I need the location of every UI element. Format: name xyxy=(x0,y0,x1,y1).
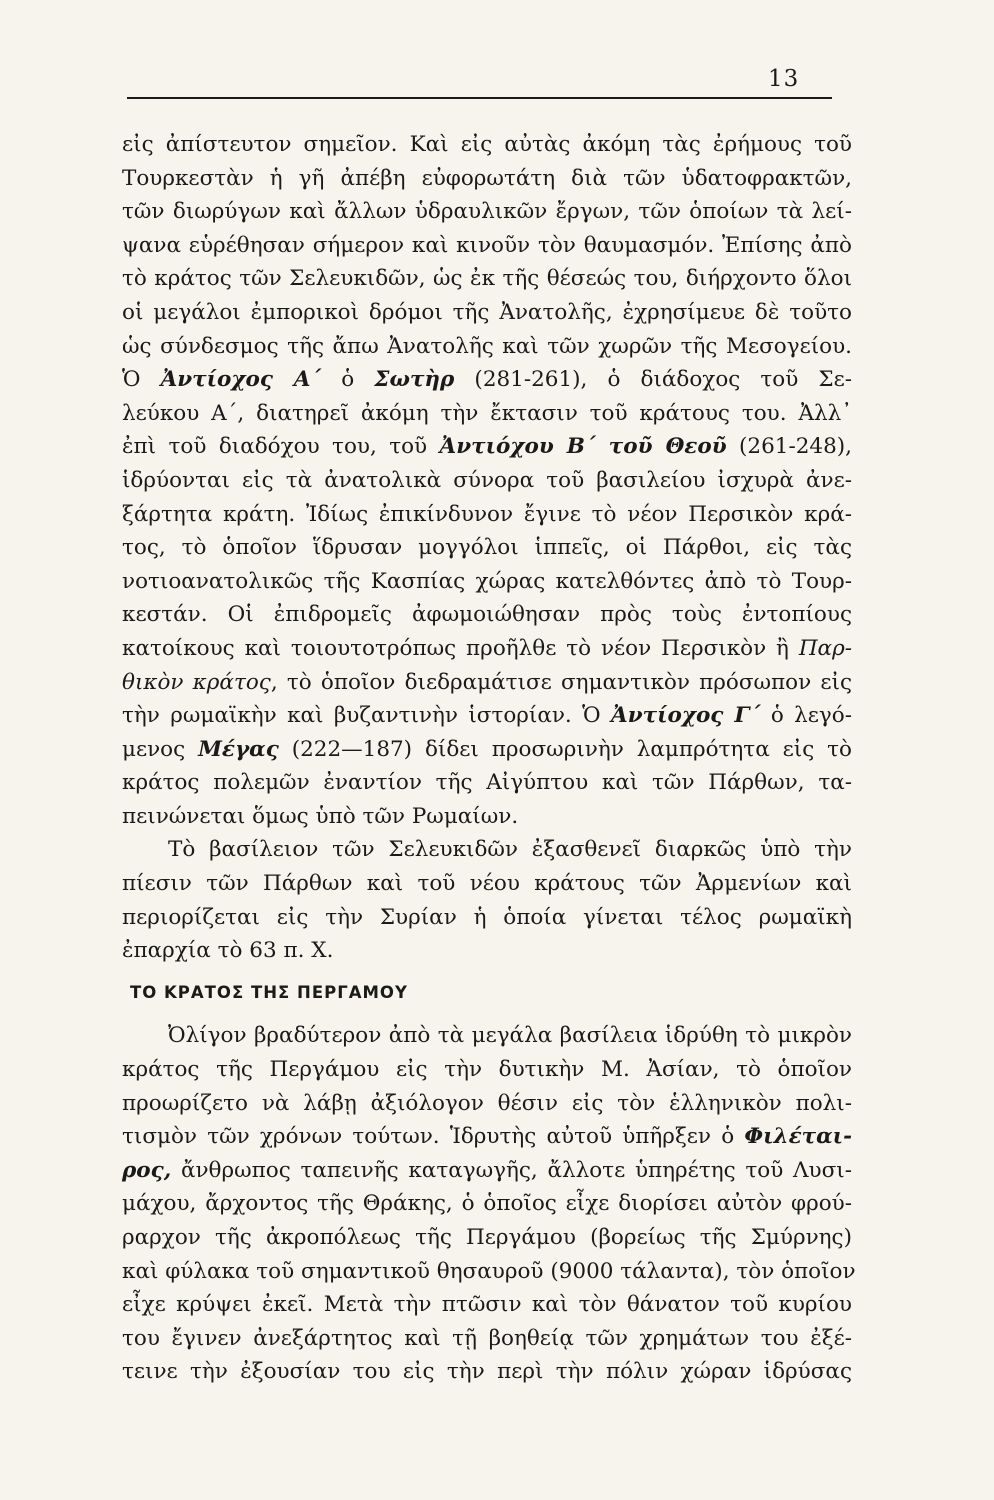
text-run: κράτος πολεμῶν ἐναντίον τῆς Αἰγύπτου καὶ τῶν Πάρθων, τα- xyxy=(122,770,852,796)
text-line xyxy=(122,766,852,800)
text-line xyxy=(122,1288,852,1322)
text-run: Σωτὴρ xyxy=(374,367,455,393)
text-run: Τὸ βασίλειον τῶν Σελευκιδῶν ἐξασθενεῖ διαρκῶς ὑπὸ τὴν xyxy=(168,837,852,863)
text-line xyxy=(122,1322,852,1356)
text-line xyxy=(122,162,852,196)
text-line xyxy=(122,531,852,565)
text-run: , τὸ ὁποῖον διεδραμάτισε σημαντικὸν πρόσωπον εἰς xyxy=(270,669,852,695)
text-line xyxy=(122,632,852,666)
text-line xyxy=(122,733,852,767)
text-line xyxy=(122,833,852,867)
text-line xyxy=(122,1087,852,1121)
text-line xyxy=(122,363,852,397)
text-line xyxy=(122,1221,852,1255)
text-run: Ἀντιόχου Β΄ τοῦ Θεοῦ xyxy=(439,434,727,460)
text-run: κεστάν. Οἱ ἐπιδρομεῖς ἀφωμοιώθησαν πρὸς τοὺς ἐντοπίους xyxy=(122,602,852,628)
text-run: μάχου, ἄρχοντος τῆς Θράκης, ὁ ὁποῖος εἶχε διορίσει αὐτὸν φρού- xyxy=(122,1191,852,1217)
text-run: Φιλέται- xyxy=(744,1124,852,1150)
text-run: περιορίζεται εἰς τὴν Συρίαν ἡ ὁποία γίνεται τέλος ρωμαϊκὴ xyxy=(122,904,852,930)
text-run: (222—187) δίδει προσωρινὴν λαμπρότητα εἰς τὸ xyxy=(278,736,852,762)
text-line xyxy=(122,867,852,901)
text-run: οἱ μεγάλοι ἐμπορικοὶ δρόμοι τῆς Ἀνατολῆς, ἐχρησίμευε δὲ τοῦτο xyxy=(122,299,852,325)
text-run: κράτος τῆς Περγάμου εἰς τὴν δυτικὴν Μ. Ἀσίαν, τὸ ὁποῖον xyxy=(122,1057,852,1083)
text-run: ἄνθρωπος ταπεινῆς καταγωγῆς, ἄλλοτε ὑπηρέτης τοῦ Λυσι- xyxy=(171,1157,852,1183)
text-run: πεινώνεται ὅμως ὑπὸ τῶν Ρωμαίων. xyxy=(122,803,519,829)
text-line xyxy=(122,565,852,599)
text-run: Τουρκεστὰν ἡ γῆ ἀπέβη εὐφορωτάτη διὰ τῶν ὑδατοφρακτῶν, xyxy=(122,165,852,191)
text-line xyxy=(122,128,852,162)
text-run: Μέγας xyxy=(198,736,279,762)
page-body xyxy=(122,128,856,1389)
text-line xyxy=(122,498,852,532)
text-run: Ἀντίοχος Α΄ xyxy=(160,367,322,393)
text-line xyxy=(122,598,852,632)
text-run: κατοίκους καὶ τοιουτοτρόπως προῆλθε τὸ νέον Περσικὸν ἢ xyxy=(122,635,799,661)
text-run: τισμὸν τῶν χρόνων τούτων. Ἱδρυτὴς αὐτοῦ ὑπῆρξεν ὁ xyxy=(122,1124,745,1150)
text-line xyxy=(122,1187,852,1221)
text-line xyxy=(122,330,852,364)
paragraph-2 xyxy=(122,833,852,967)
text-line xyxy=(122,1255,856,1289)
text-run: προωρίζετο νὰ λάβῃ ἀξιόλογον θέσιν εἰς τὸν ἑλληνικὸν πολι- xyxy=(122,1090,852,1116)
text-run: εἰς ἀπίστευτον σημεῖον. Καὶ εἰς αὐτὰς ἀκόμη τὰς ἐρήμους τοῦ xyxy=(122,132,852,157)
text-run: ὁ λεγό- xyxy=(760,703,852,729)
text-run: Ἀντίοχος Γ΄ xyxy=(611,703,761,729)
text-run: ἱδρύονται εἰς τὰ ἀνατολικὰ σύνορα τοῦ βασιλείου ἰσχυρὰ ἀνε- xyxy=(122,467,852,493)
text-run: πίεσιν τῶν Πάρθων καὶ τοῦ νέου κράτους τῶν Ἀρμενίων καὶ xyxy=(122,871,852,897)
paragraph-3 xyxy=(122,1019,856,1389)
text-run: (281-261), ὁ διάδοχος τοῦ Σε- xyxy=(454,367,852,393)
text-run: ἐπὶ τοῦ διαδόχου του, τοῦ xyxy=(122,434,440,460)
text-run: ψανα εὑρέθησαν σήμερον καὶ κινοῦν τὸν θαυμασμόν. Ἐπίσης ἀπὸ xyxy=(122,232,852,258)
text-run: τος, τὸ ὁποῖον ἵδρυσαν μογγόλοι ἱππεῖς, οἱ Πάρθοι, εἰς τὰς xyxy=(122,535,852,561)
text-run: ἐπαρχία τὸ 63 π. Χ. xyxy=(122,938,334,964)
text-line xyxy=(122,901,852,935)
text-run: ὡς σύνδεσμος τῆς ἄπω Ἀνατολῆς καὶ τῶν χωρῶν τῆς Μεσογείου. xyxy=(122,333,852,359)
text-line xyxy=(122,699,852,733)
text-line xyxy=(122,1154,852,1188)
text-line xyxy=(122,430,852,464)
text-run: (261-248), xyxy=(726,434,852,460)
text-run: τὴν ρωμαϊκὴν καὶ βυζαντινὴν ἱστορίαν. Ὁ xyxy=(122,703,612,729)
text-line xyxy=(122,1019,852,1053)
text-line xyxy=(122,464,852,498)
header-rule xyxy=(127,97,832,99)
text-run: εἶχε κρύψει ἐκεῖ. Μετὰ τὴν πτῶσιν καὶ τὸν θάνατον τοῦ κυρίου xyxy=(122,1292,852,1318)
text-run: λεύκου Α΄, διατηρεῖ ἀκόμη τὴν ἔκτασιν τοῦ κράτους του. Ἀλλ᾽ xyxy=(122,400,852,426)
text-line xyxy=(122,934,852,968)
section-heading: ΤΟ ΚΡΑΤΟΣ ΤΗΣ ΠΕΡΓΑΜΟΥ xyxy=(130,982,408,1002)
text-line xyxy=(122,296,852,330)
text-run: καὶ φύλακα τοῦ σημαντικοῦ θησαυροῦ (9000 τάλαντα), τὸν ὁποῖον xyxy=(122,1258,856,1284)
text-run: μενος xyxy=(122,736,199,762)
text-line xyxy=(122,262,852,296)
page-number: 13 xyxy=(768,66,800,92)
text-run: Ὀλίγον βραδύτερον ἀπὸ τὰ μεγάλα βασίλεια ἱδρύθη τὸ μικρὸν xyxy=(168,1023,852,1049)
text-run: Ὁ xyxy=(122,367,161,393)
text-run: νοτιοανατολικῶς τῆς Κασπίας χώρας κατελθόντες ἀπὸ τὸ Τουρ- xyxy=(122,568,852,594)
text-run: τῶν διωρύγων καὶ ἄλλων ὑδραυλικῶν ἔργων, τῶν ὁποίων τὰ λεί- xyxy=(122,199,852,225)
text-run: Παρ- xyxy=(798,635,852,661)
text-line xyxy=(122,229,852,263)
text-run: του ἔγινεν ἀνεξάρτητος καὶ τῇ βοηθείᾳ τῶν χρημάτων του ἐξέ- xyxy=(122,1325,852,1351)
text-line xyxy=(122,800,852,834)
text-run: ξάρτητα κράτη. Ἰδίως ἐπικίνδυνον ἔγινε τὸ νέον Περσικὸν κρά- xyxy=(122,501,852,527)
text-line xyxy=(122,666,852,700)
text-run: ραρχον τῆς ἀκροπόλεως τῆς Περγάμου (βορείως τῆς Σμύρνης) xyxy=(122,1225,852,1250)
text-line xyxy=(122,1355,852,1389)
text-run: θικὸν κράτος xyxy=(122,669,271,695)
text-run: τὸ κράτος τῶν Σελευκιδῶν, ὡς ἐκ τῆς θέσεώς του, διήρχοντο ὅλοι xyxy=(122,266,852,292)
text-run: ὁ xyxy=(321,367,375,393)
paragraph-1 xyxy=(122,128,852,833)
text-run: ρος, xyxy=(122,1157,172,1183)
text-line xyxy=(122,1053,852,1087)
text-line xyxy=(122,195,852,229)
text-line xyxy=(122,1120,852,1154)
text-run: τεινε τὴν ἐξουσίαν του εἰς τὴν περὶ τὴν πόλιν χώραν ἱδρύσας xyxy=(122,1359,852,1385)
text-line xyxy=(122,397,852,431)
